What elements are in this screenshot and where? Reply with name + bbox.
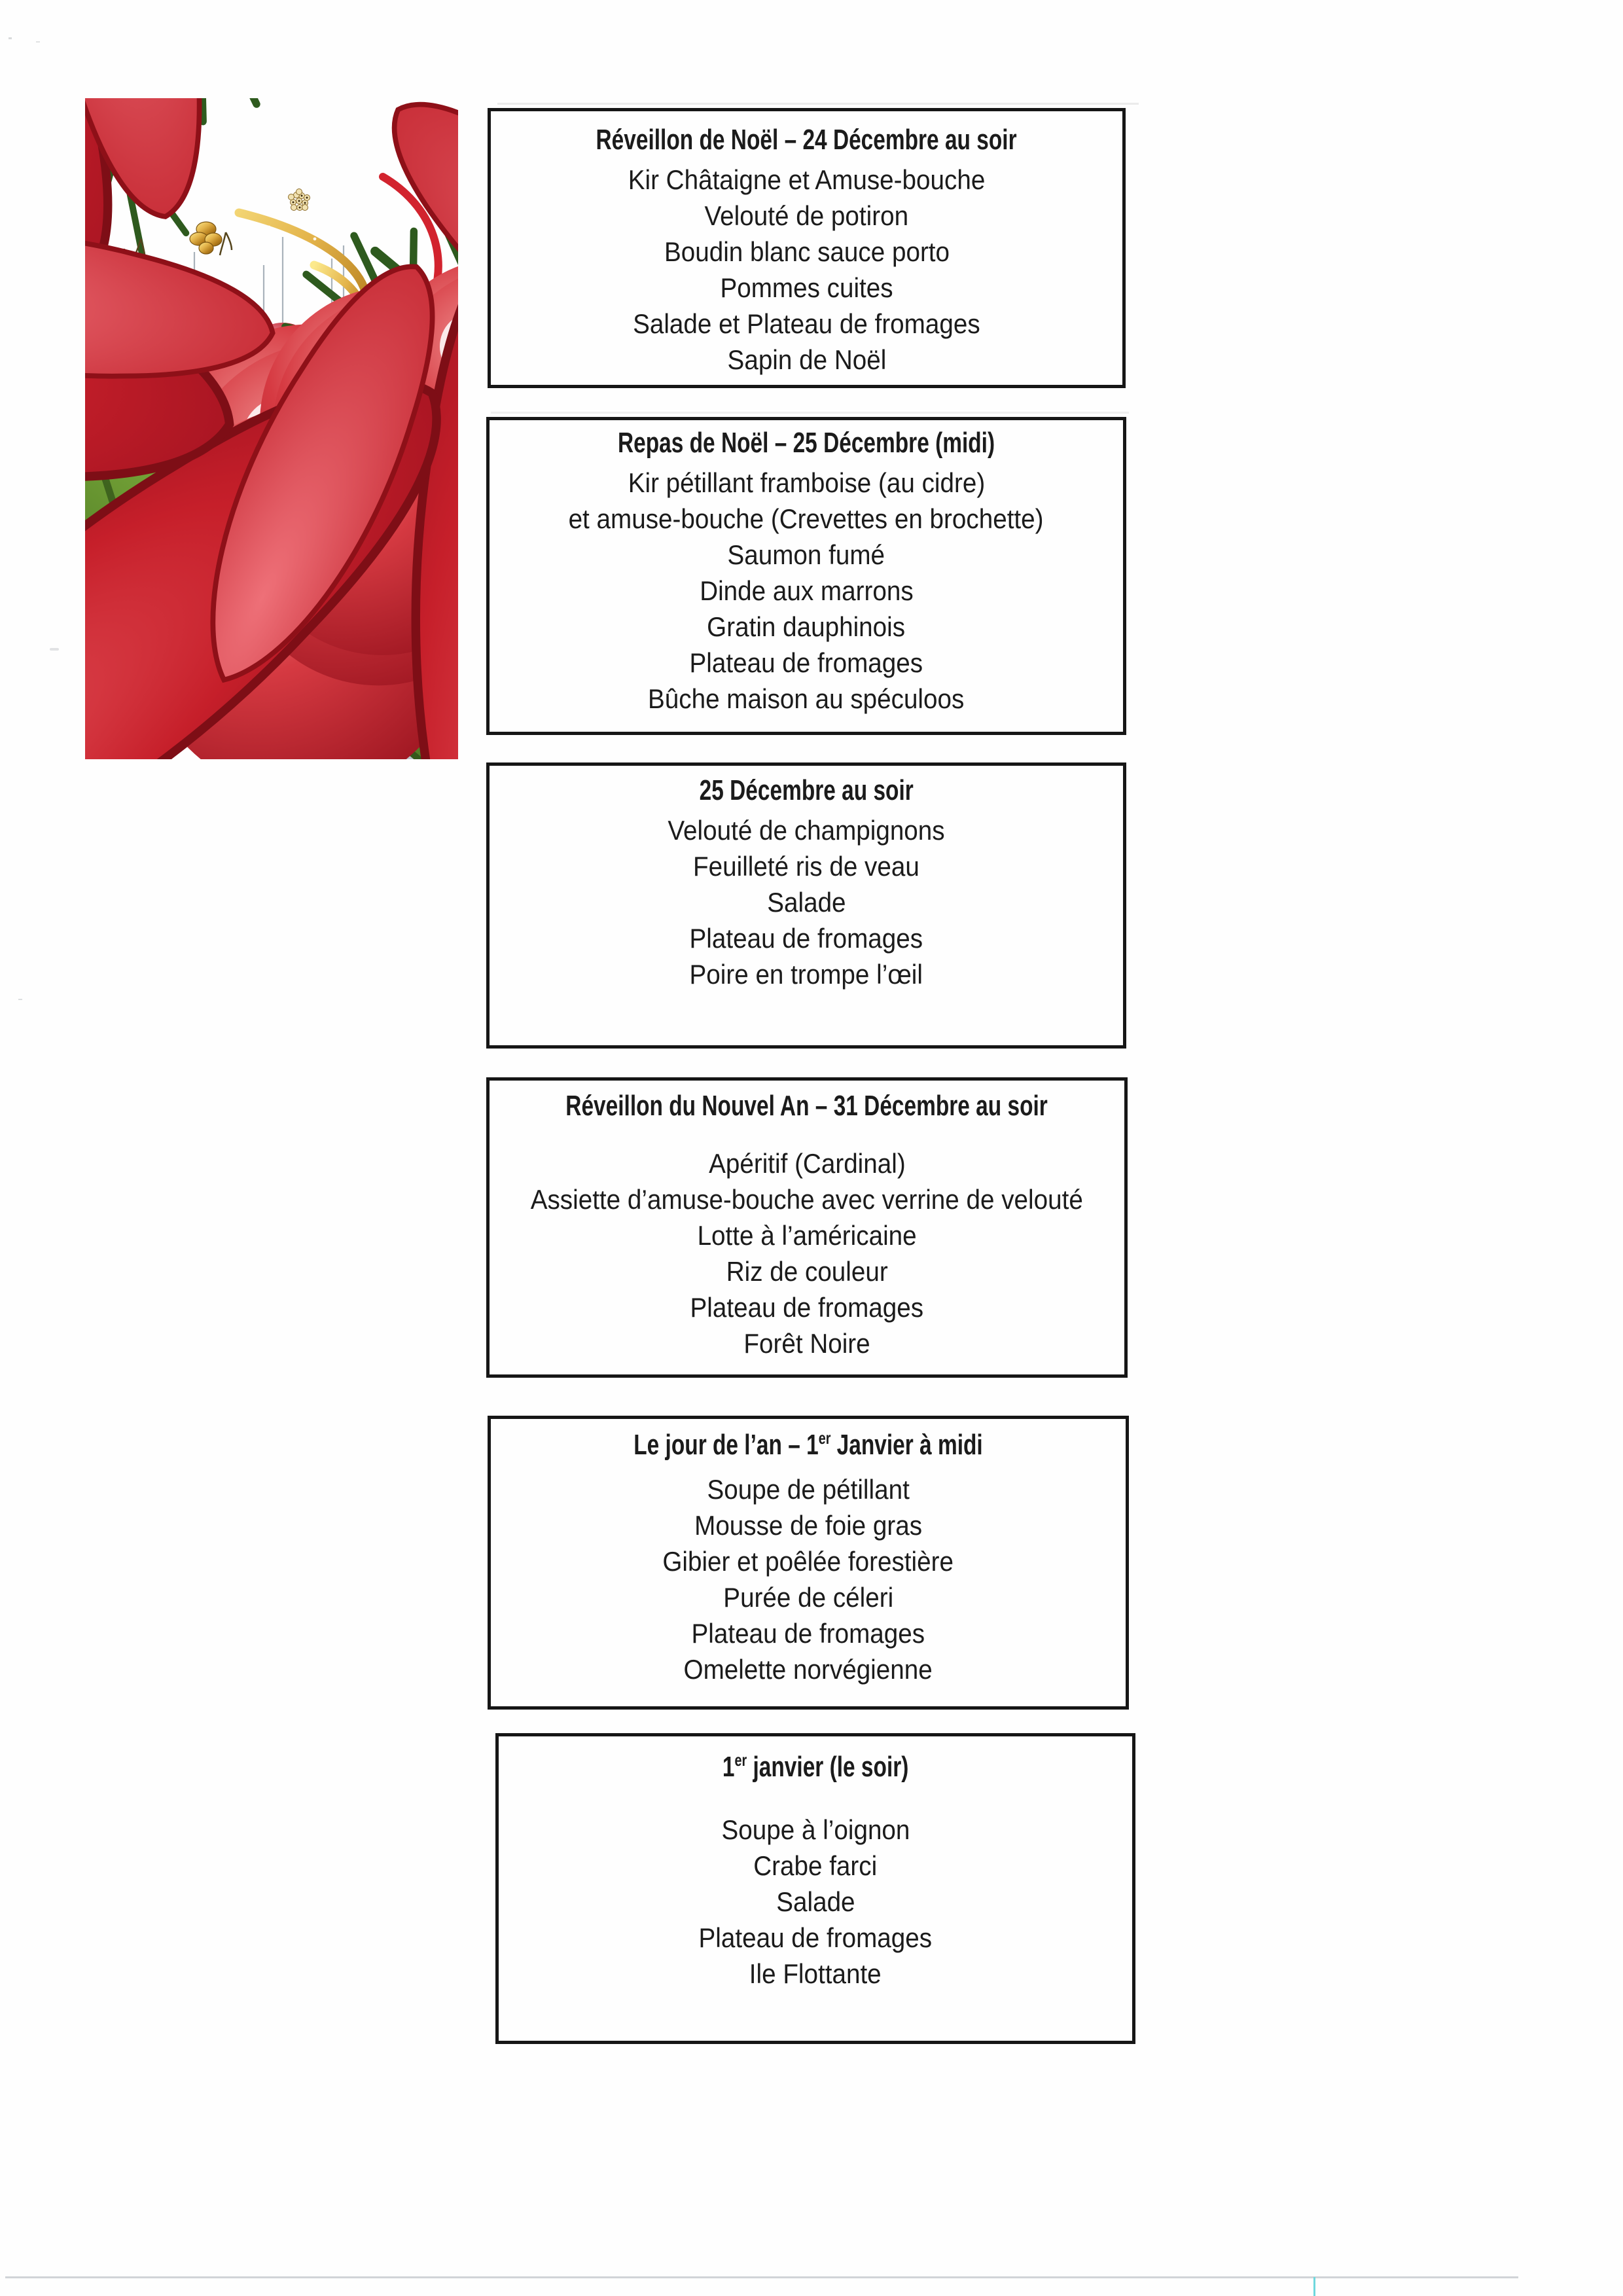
- menu-items: [490, 465, 1123, 717]
- menu-item: Ile Flottante: [749, 1958, 882, 1989]
- superscript: er: [734, 1750, 747, 1770]
- menu-item: Boudin blanc sauce porto: [664, 236, 950, 267]
- menu-items: [491, 162, 1122, 378]
- menu-item: Kir Châtaigne et Amuse-bouche: [628, 164, 986, 195]
- menu-item: Apéritif (Cardinal): [708, 1148, 906, 1179]
- menu-title: Réveillon du Nouvel An – 31 Décembre au soir: [565, 1090, 1048, 1122]
- menu-title: 25 Décembre au soir: [699, 774, 914, 806]
- scan-speck: [50, 648, 59, 651]
- menu-item: Sapin de Noël: [727, 344, 886, 375]
- menu-item: Purée de céleri: [723, 1582, 893, 1613]
- menu-item: Dinde aux marrons: [699, 575, 914, 606]
- scan-smudge: [497, 103, 1139, 105]
- menu-item: Feuilleté ris de veau: [693, 851, 919, 882]
- menu-items: [499, 1812, 1132, 1992]
- menu-box-reveillon-nouvel-an: [486, 1077, 1128, 1378]
- menu-item: Soupe à l’oignon: [721, 1814, 910, 1845]
- menu-item: Saumon fumé: [727, 539, 885, 570]
- scan-line-artifact: [5, 2276, 1518, 2278]
- menu-item: Soupe de pétillant: [707, 1474, 910, 1505]
- menu-title: Repas de Noël – 25 Décembre (midi): [617, 427, 995, 459]
- menu-box-jour-de-lan-midi: [488, 1416, 1129, 1710]
- menu-item: Velouté de potiron: [704, 200, 909, 231]
- menu-item: Bûche maison au spéculoos: [648, 683, 965, 714]
- menu-item: Gratin dauphinois: [707, 611, 906, 642]
- menu-item: Plateau de fromages: [690, 1292, 924, 1323]
- scan-smudge: [491, 412, 1129, 414]
- menu-item: Gibier et poêlée forestière: [662, 1546, 954, 1577]
- menu-item: Lotte à l’américaine: [697, 1220, 917, 1251]
- scan-speck: [36, 41, 40, 43]
- menu-item: Pommes cuites: [720, 272, 893, 303]
- menu-item: Plateau de fromages: [698, 1922, 933, 1953]
- menu-title: Réveillon de Noël – 24 Décembre au soir: [596, 124, 1018, 156]
- menu-item: Poire en trompe l’œil: [689, 959, 923, 990]
- superscript: er: [818, 1428, 831, 1448]
- scan-tick-artifact: [1313, 2277, 1315, 2296]
- menu-item: Salade: [776, 1886, 855, 1917]
- menu-item: Assiette d’amuse-bouche avec verrine de velouté: [530, 1184, 1084, 1215]
- menu-item: Plateau de fromages: [691, 1618, 925, 1649]
- menu-item: Crabe farci: [753, 1850, 878, 1881]
- menu-item: Kir pétillant framboise (au cidre): [628, 467, 985, 498]
- christmas-ornaments-illustration: [85, 98, 458, 759]
- menu-item: Velouté de champignons: [668, 815, 945, 846]
- menu-item: Plateau de fromages: [689, 647, 923, 678]
- scan-speck: [18, 999, 22, 1000]
- menu-item: Salade et Plateau de fromages: [633, 308, 980, 339]
- menu-item: Riz de couleur: [726, 1256, 888, 1287]
- menu-title: Le jour de l’an – 1er Janvier à midi: [633, 1428, 983, 1461]
- menu-box-reveillon-noel: [488, 108, 1126, 388]
- menu-item: et amuse-bouche (Crevettes en brochette): [569, 503, 1044, 534]
- menu-items: [490, 812, 1123, 992]
- garland: [85, 98, 458, 759]
- menu-item: Plateau de fromages: [689, 923, 923, 954]
- scan-speck: [9, 37, 12, 39]
- menu-item: Salade: [766, 887, 846, 918]
- menu-items: [490, 1145, 1124, 1361]
- menu-box-repas-noel: [486, 417, 1126, 735]
- menu-box-1er-janvier-soir: [495, 1733, 1135, 2044]
- menu-box-25-decembre-soir: [486, 762, 1126, 1049]
- menu-item: Mousse de foie gras: [694, 1510, 922, 1541]
- menu-title: 1er janvier (le soir): [722, 1750, 909, 1783]
- menu-items: [491, 1471, 1126, 1687]
- pinecone-icon: [190, 222, 222, 254]
- menu-item: Omelette norvégienne: [683, 1654, 933, 1685]
- menu-item: Forêt Noire: [743, 1328, 870, 1359]
